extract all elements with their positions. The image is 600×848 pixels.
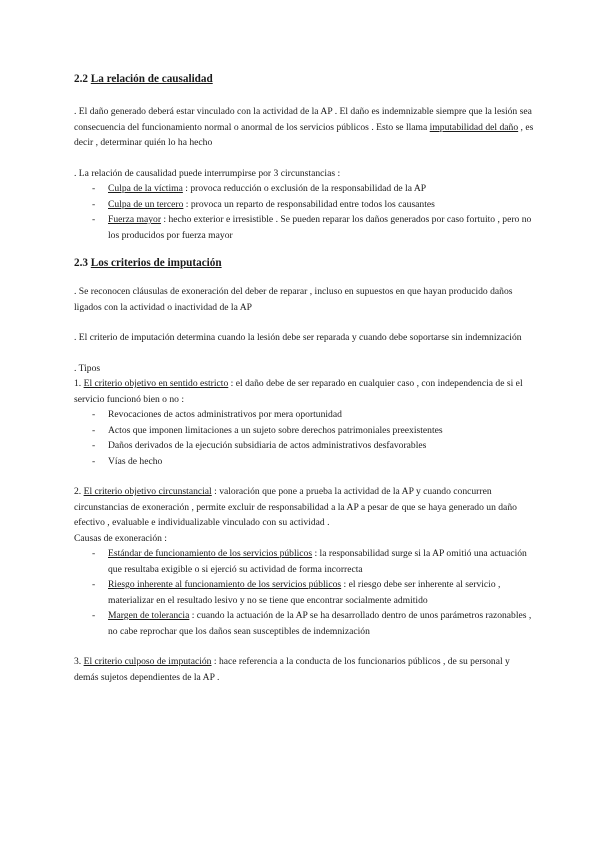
list-item: - Culpa de un tercero : provoca un reparto de responsabilidad entre todos los causantes xyxy=(108,197,534,213)
key-term: El criterio objetivo en sentido estricto xyxy=(83,378,229,389)
key-term: El criterio culposo de imputación xyxy=(83,656,212,667)
key-term: Riesgo inherente al funcionamiento de los servicios públicos xyxy=(108,579,342,590)
key-term: Culpa de un tercero xyxy=(108,198,184,210)
paragraph: . La relación de causalidad puede interrumpirse por 3 circunstancias : xyxy=(74,167,341,179)
list-item: - Fuerza mayor : hecho exterior e irresistible . Se pueden reparar los daños generados por caso fortuito , pero no los producidos por fuerza mayor xyxy=(108,212,534,243)
list-item: - Vías de hecho xyxy=(108,454,534,470)
key-term: Estándar de funcionamiento de los servicios públicos xyxy=(108,548,313,559)
circumstances-list xyxy=(74,181,534,243)
section-number: 2.3 xyxy=(74,257,88,269)
criterion-1: 1. El criterio objetivo en sentido estricto : el daño debe de ser reparado en cualquier caso , con independencia de si el servicio funcionó bien o no : xyxy=(74,378,523,405)
key-term: Fuerza mayor xyxy=(108,214,162,225)
list-item: - Revocaciones de actos administrativos por mera oportunidad xyxy=(108,407,534,423)
key-term: Margen de tolerancia xyxy=(108,610,190,621)
list-item: - Riesgo inherente al funcionamiento de los servicios públicos : el riesgo debe ser inherente al servicio , materializar en el resultado lesivo y no se tiene que encontrar socialmente admitido xyxy=(108,577,534,608)
section-heading-2-3 xyxy=(74,254,534,272)
list-item: - Daños derivados de la ejecución subsidiaria de actos administrativos desfavorables xyxy=(108,438,534,454)
section-title: La relación de causalidad xyxy=(90,73,213,85)
key-term: El criterio objetivo circunstancial xyxy=(83,486,212,497)
section-heading-2-2 xyxy=(74,70,534,88)
criterion-2: 2. El criterio objetivo circunstancial : valoración que pone a prueba la actividad de la AP y cuando concurren circunstancias de exoneración , permite excluir de responsabilidad a la AP a pesar de que se haya generado un daño efectivo , evaluable e individualizable vinculado con su actividad . xyxy=(74,486,517,528)
list-item: - Culpa de la víctima : provoca reducción o exclusión de la responsabilidad de la AP xyxy=(108,181,534,197)
key-term: imputabilidad del daño xyxy=(429,121,519,133)
paragraph: . El criterio de imputación determina cuando la lesión debe ser reparada y cuando debe soportarse sin indemnización xyxy=(74,332,522,343)
paragraph: . Se reconocen cláusulas de exoneración del deber de reparar , incluso en supuestos en que hayan producido daños ligados con la actividad o inactividad de la AP xyxy=(74,286,513,313)
list-item: - Margen de tolerancia : cuando la actuación de la AP se ha desarrollado dentro de unos parámetros razonables , no cabe reprochar que los daños sean susceptibles de indemnización xyxy=(108,608,534,639)
criterion-1-list xyxy=(74,407,534,469)
section-number: 2.2 xyxy=(74,73,88,85)
criterion-3: 3. El criterio culposo de imputación : hace referencia a la conducta de los funcionarios públicos , de su personal y demás sujetos dependientes de la AP . xyxy=(74,656,510,683)
section-title: Los criterios de imputación xyxy=(90,257,222,269)
tipos-label: . Tipos xyxy=(74,362,101,374)
document-page xyxy=(74,70,534,685)
key-term: Culpa de la víctima xyxy=(108,183,183,194)
list-item: - Estándar de funcionamiento de los servicios públicos : la responsabilidad surge si la AP omitió una actuación que resultaba exigible o si ejerció su actividad de forma incorrecta xyxy=(108,546,534,577)
causas-label: Causas de exoneración : xyxy=(74,532,167,544)
criterion-2-list xyxy=(74,546,534,639)
list-item: - Actos que imponen limitaciones a un sujeto sobre derechos patrimoniales preexistentes xyxy=(108,423,534,439)
paragraph: . El daño generado deberá estar vinculado con la actividad de la AP . El daño es indemnizable siempre que la lesión sea consecuencia del funcionamiento normal o anormal de los servicios públicos . Esto se llama imputabilidad del daño , es decir , determinar quién lo ha hecho xyxy=(74,106,534,148)
